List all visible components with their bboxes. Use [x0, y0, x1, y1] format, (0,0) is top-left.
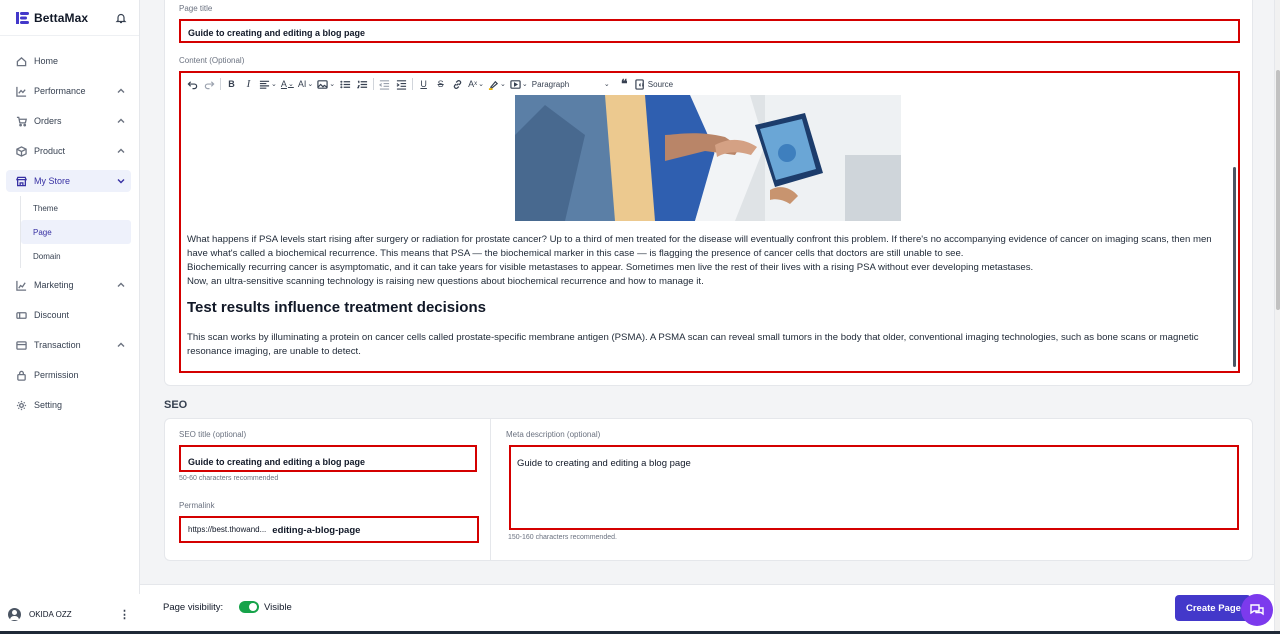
- sidebar-item-product[interactable]: [0, 136, 139, 166]
- chevron-up-icon: [117, 281, 125, 289]
- sidebar-item-performance[interactable]: [0, 76, 139, 106]
- meta-description-input[interactable]: [509, 445, 1239, 530]
- sidebar-item-label: Setting: [34, 400, 63, 410]
- kebab-menu-icon[interactable]: ⋮: [119, 608, 130, 621]
- transaction-icon: [16, 340, 27, 351]
- sidebar-subitem-domain[interactable]: Domain: [33, 251, 61, 261]
- meta-description-value: Guide to creating and editing a blog page: [517, 458, 691, 469]
- sidebar-item-my-store[interactable]: [6, 170, 131, 192]
- toolbar-divider: [412, 78, 413, 90]
- permalink-prefix: https://best.thowand...: [188, 525, 267, 534]
- sidebar-item-label: Marketing: [34, 280, 74, 290]
- content-paragraph: What happens if PSA levels start rising after surgery or radiation for prostate cancer? Up to a third of men treated for the disease will eventually confront this problem. If there's no accompanying evidence of cancer on imaging scans, then men have what's called a biochemical recurrence. This means that PSA — the biochemical marker in this case — is flagging the presence of cancer cells that doctors are still unable to see.: [187, 234, 1212, 259]
- home-icon: [16, 56, 27, 67]
- outdent-icon[interactable]: [378, 77, 391, 91]
- underline-icon[interactable]: U: [420, 79, 427, 89]
- page-scrollbar[interactable]: [1274, 0, 1280, 634]
- undo-icon[interactable]: [186, 77, 199, 91]
- chart-icon: [16, 86, 27, 97]
- sidebar-item-label: Permission: [34, 370, 79, 380]
- page-visibility-value: Visible: [264, 602, 292, 613]
- footer-bar: [140, 584, 1274, 634]
- lock-icon: [16, 370, 27, 381]
- page-editor-card: [164, 0, 1253, 386]
- discount-icon: [16, 310, 27, 321]
- numbered-list-icon[interactable]: [356, 77, 369, 91]
- paragraph-dropdown[interactable]: Paragraph ⌄: [531, 79, 610, 89]
- main-content: [140, 0, 1274, 584]
- permalink-slug: editing-a-blog-page: [272, 524, 361, 536]
- text-style-icon[interactable]: A x ⌄: [468, 79, 485, 89]
- sidebar-item-label: Transaction: [34, 340, 81, 350]
- italic-icon[interactable]: I: [246, 78, 251, 90]
- gear-icon: [16, 400, 27, 411]
- font-color-icon[interactable]: A ⌄: [280, 79, 294, 89]
- sidebar-item-transaction[interactable]: [0, 330, 139, 360]
- media-embed-icon[interactable]: ⌄: [510, 77, 528, 91]
- seo-title-value: Guide to creating and editing a blog page: [188, 457, 366, 467]
- seo-divider: [490, 419, 491, 560]
- sidebar-item-label: Orders: [34, 116, 62, 126]
- seo-card: [164, 418, 1253, 561]
- sidebar-item-label: Product: [34, 146, 66, 156]
- bell-icon[interactable]: [115, 12, 127, 24]
- sidebar-item-home[interactable]: [0, 46, 139, 76]
- image-icon[interactable]: ⌄: [317, 77, 335, 91]
- editor-body: [187, 233, 1233, 359]
- seo-title-hint: 50-60 characters recommended: [179, 475, 279, 482]
- cart-icon: [16, 116, 27, 127]
- bold-icon[interactable]: B: [228, 79, 235, 89]
- toolbar-divider: [220, 78, 221, 90]
- link-icon[interactable]: [451, 77, 464, 91]
- sidebar-item-orders[interactable]: [0, 106, 139, 136]
- permalink-input[interactable]: [179, 516, 479, 543]
- sidebar-item-setting[interactable]: [0, 390, 139, 420]
- sidebar-item-label: Home: [34, 56, 59, 66]
- user-profile[interactable]: [0, 594, 140, 634]
- meta-description-label: Meta description (optional): [506, 430, 601, 439]
- doctor-patient-photo: [515, 95, 901, 221]
- content-paragraph: Now, an ultra-sensitive scanning technology is raising new questions about biochemical recurrence and how to manage it.: [187, 276, 704, 287]
- toolbar-divider: [373, 78, 374, 90]
- bulleted-list-icon[interactable]: [339, 77, 352, 91]
- align-icon[interactable]: ⌄: [259, 77, 277, 91]
- page-title-label: Page title: [179, 4, 213, 13]
- sidebar-item-label: Discount: [34, 310, 70, 320]
- sidebar-item-label: Performance: [34, 86, 86, 96]
- highlight-icon[interactable]: ⌄: [488, 77, 506, 91]
- source-button[interactable]: [635, 77, 673, 91]
- chevron-up-icon: [117, 117, 125, 125]
- strikethrough-icon[interactable]: S: [437, 79, 444, 89]
- sidebar-nav: [0, 36, 139, 420]
- font-size-icon[interactable]: AI ⌄: [297, 79, 314, 89]
- permalink-label: Permalink: [179, 501, 215, 510]
- chevron-up-icon: [117, 147, 125, 155]
- content-heading: Test results influence treatment decisions: [187, 299, 486, 316]
- brand-name: BettaMax: [34, 10, 89, 25]
- seo-title-label: SEO title (optional): [179, 430, 247, 439]
- chevron-down-icon: [117, 177, 125, 185]
- sidebar-item-discount[interactable]: [0, 300, 139, 330]
- meta-description-hint: 150-160 characters recommended.: [508, 534, 617, 541]
- page-visibility-label: Page visibility:: [163, 602, 224, 613]
- chevron-up-icon: [117, 341, 125, 349]
- sidebar-subitem-theme[interactable]: Theme: [33, 203, 58, 213]
- page-visibility-toggle[interactable]: [239, 601, 259, 613]
- sidebar-item-marketing[interactable]: [0, 270, 139, 300]
- page-title-value: Guide to creating and editing a blog page: [188, 28, 366, 38]
- page-title-input[interactable]: [179, 19, 1240, 43]
- chevron-up-icon: [117, 87, 125, 95]
- marketing-icon: [16, 280, 27, 291]
- blockquote-icon[interactable]: ❝: [621, 77, 628, 91]
- sidebar-subitem-page[interactable]: Page: [21, 220, 131, 244]
- indent-icon[interactable]: [395, 77, 408, 91]
- seo-heading: SEO: [164, 399, 188, 411]
- brand-bar: [0, 0, 139, 36]
- content-label: Content (Optional): [179, 56, 245, 65]
- store-icon: [16, 176, 27, 187]
- paragraph-dropdown-label: Paragraph: [531, 79, 570, 89]
- brand-logo-icon: [16, 12, 30, 24]
- sidebar-item-permission[interactable]: [0, 360, 139, 390]
- create-page-button[interactable]: Create Page: [1175, 595, 1251, 621]
- sidebar: [0, 0, 140, 634]
- source-button-label: Source: [647, 79, 674, 89]
- redo-icon[interactable]: [203, 77, 216, 91]
- box-icon: [16, 146, 27, 157]
- page-scrollbar-thumb[interactable]: [1276, 70, 1280, 310]
- content-paragraph: This scan works by illuminating a protein on cancer cells called prostate-specific membrane antigen (PSMA). A PSMA scan can reveal small tumors in the body that older, conventional imaging technologies, such as bone scans or magnetic resonance imaging, are unable to detect.: [187, 332, 1199, 357]
- seo-title-input[interactable]: [179, 445, 477, 472]
- my-store-submenu: [20, 196, 139, 268]
- user-name: OKIDA OZZ: [29, 609, 72, 619]
- avatar: [8, 608, 21, 621]
- editor-toolbar: [181, 73, 1238, 95]
- editor-scrollbar[interactable]: [1233, 167, 1236, 367]
- chat-icon: [1249, 602, 1265, 618]
- sidebar-item-label: My Store: [34, 176, 71, 186]
- content-editor[interactable]: [179, 71, 1240, 373]
- article-image: [515, 95, 901, 221]
- chat-button[interactable]: [1241, 594, 1273, 626]
- content-paragraph: Biochemically recurring cancer is asymptomatic, and it can take years for visible metastases to appear. Sometimes men live the rest of their lives with a rising PSA without ever developing metastases.: [187, 262, 1034, 273]
